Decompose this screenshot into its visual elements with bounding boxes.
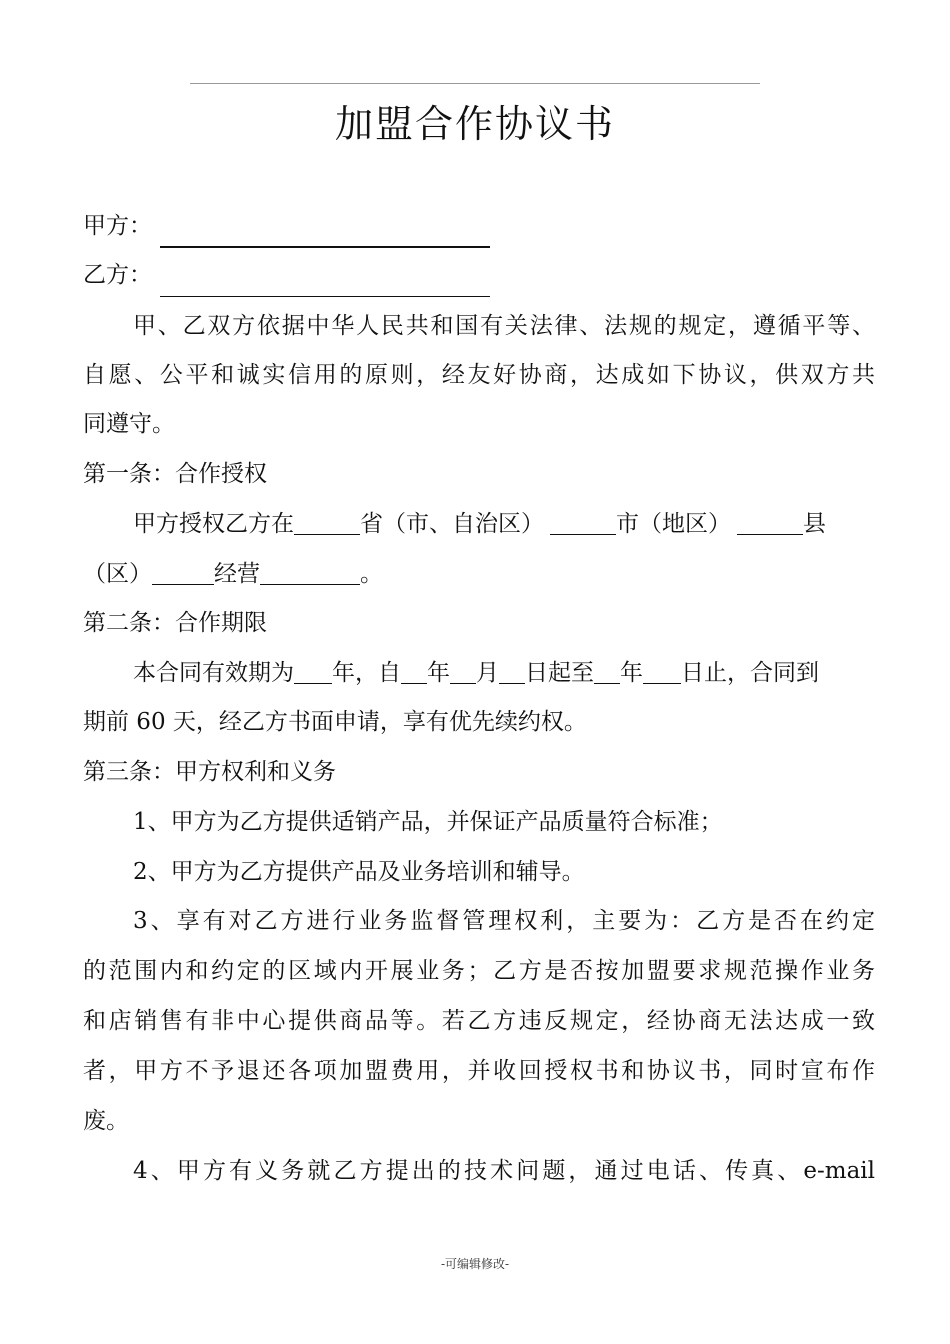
end-day-blank[interactable] [643, 661, 681, 684]
text-segment: 年，自 [332, 660, 401, 686]
text-segment: 本合同有效期为 [133, 660, 294, 686]
party-b-label: 乙方： [83, 262, 152, 288]
article-1-heading: 第一条：合作授权 [83, 461, 267, 487]
party-b-blank[interactable] [160, 296, 490, 297]
term-years-blank[interactable] [294, 661, 332, 684]
county-blank[interactable] [737, 512, 803, 535]
article-3-item-3-line: 和店销售有非中心提供商品等。若乙方违反规定，经协商无法达成一致 [83, 1008, 875, 1034]
party-a-blank[interactable] [160, 246, 490, 248]
start-year-blank[interactable] [401, 661, 427, 684]
article-1-line-1 [133, 509, 875, 539]
article-2-heading: 第二条：合作期限 [83, 610, 267, 636]
text-segment: 省（市、自治区） [360, 511, 544, 537]
start-day-blank[interactable] [499, 661, 525, 684]
city-blank[interactable] [550, 512, 616, 535]
text-segment: 经营 [214, 561, 260, 587]
end-year-blank[interactable] [594, 661, 620, 684]
party-a-label: 甲方： [83, 213, 152, 239]
article-2-line-1 [133, 658, 875, 688]
article-3-item-3-line: 者，甲方不予退还各项加盟费用，并收回授权书和协议书，同时宣布作 [83, 1058, 875, 1084]
province-blank[interactable] [294, 512, 360, 535]
article-3-item-3-line: 3、享有对乙方进行业务监督管理权利，主要为：乙方是否在约定 [133, 908, 875, 934]
page-footer: -可编辑修改- [440, 1257, 510, 1271]
article-3-item-4: 4、甲方有义务就乙方提出的技术问题，通过电话、传真、e-mail [133, 1158, 875, 1184]
intro-line: 甲、乙双方依据中华人民共和国有关法律、法规的规定，遵循平等、 [133, 313, 875, 339]
article-3-item-1: 1、甲方为乙方提供适销产品，并保证产品质量符合标准； [133, 809, 723, 835]
intro-line: 同遵守。 [83, 411, 175, 437]
start-month-blank[interactable] [450, 661, 476, 684]
text-segment: 月 [476, 660, 499, 686]
district-blank[interactable] [152, 562, 214, 585]
text-segment: 。 [360, 561, 383, 587]
article-1-line-2 [83, 559, 875, 589]
text-segment: 日起至 [525, 660, 594, 686]
header-rule [190, 83, 760, 84]
text-segment: 年 [620, 660, 643, 686]
article-3-heading: 第三条：甲方权利和义务 [83, 759, 336, 785]
article-3-item-3-line: 废。 [83, 1108, 129, 1134]
document-title: 加盟合作协议书 [334, 102, 615, 146]
article-3-item-3-line: 的范围内和约定的区域内开展业务；乙方是否按加盟要求规范操作业务 [83, 958, 875, 984]
text-segment: 甲方授权乙方在 [133, 511, 294, 537]
text-segment: 县 [803, 511, 826, 537]
intro-line: 自愿、公平和诚实信用的原则，经友好协商，达成如下协议，供双方共 [83, 362, 875, 388]
business-scope-blank[interactable] [260, 562, 360, 585]
text-segment: 日止，合同到 [681, 660, 819, 686]
text-segment: （区） [83, 561, 152, 587]
text-segment: 市（地区） [616, 511, 731, 537]
article-3-item-2: 2、甲方为乙方提供产品及业务培训和辅导。 [133, 859, 585, 885]
text-segment: 年 [427, 660, 450, 686]
article-2-line-2: 期前 60 天，经乙方书面申请，享有优先续约权。 [83, 709, 587, 735]
